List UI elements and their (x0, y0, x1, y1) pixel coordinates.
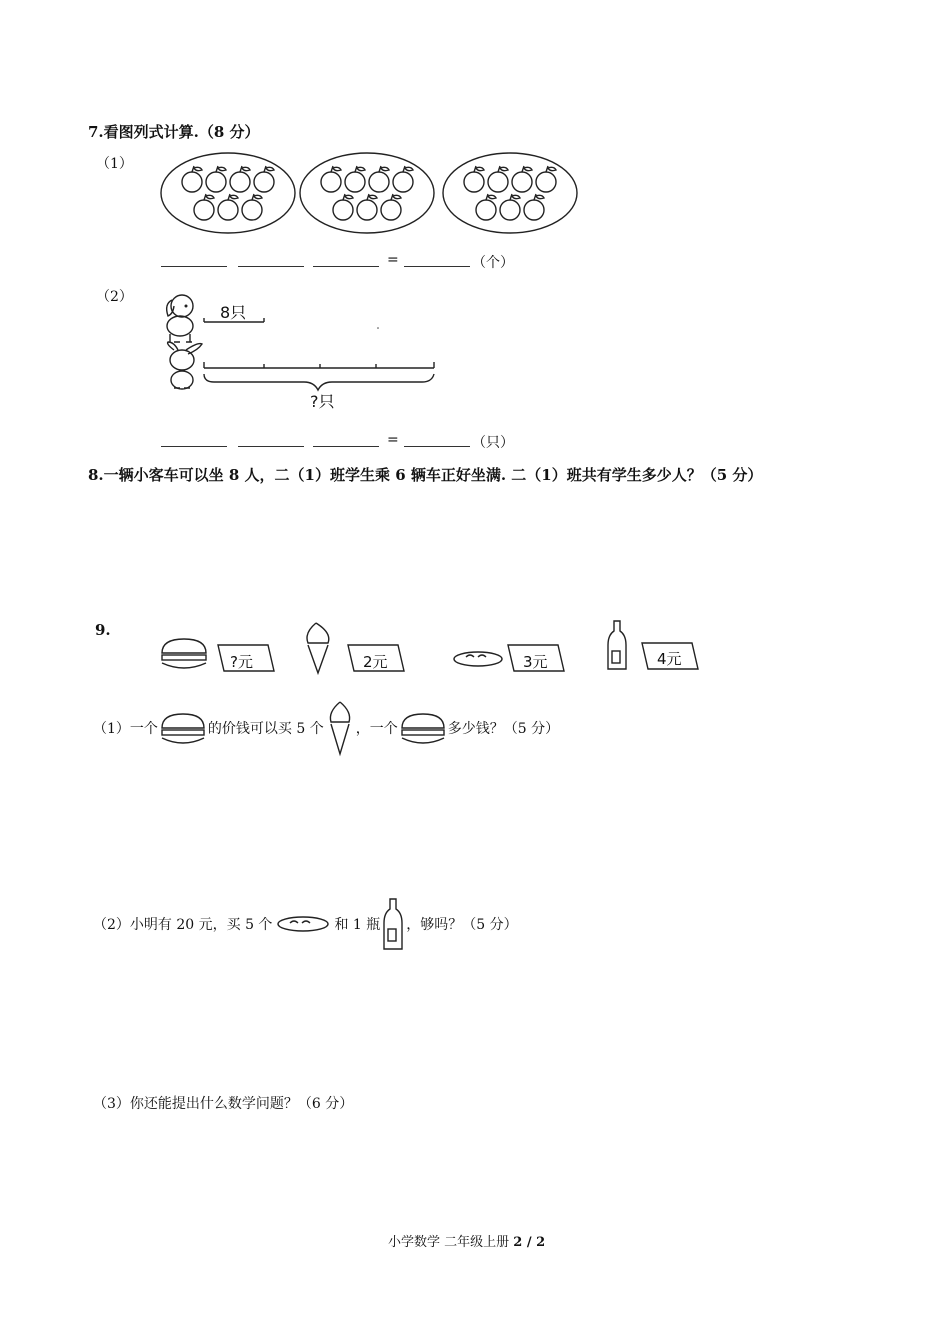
apple-icon (230, 166, 250, 192)
apple-group-oval (161, 153, 295, 233)
apple-group-oval (443, 153, 577, 233)
apple-group-oval (300, 153, 434, 233)
page-number: 2 / 2 (513, 1235, 546, 1250)
apple-icon (194, 194, 214, 220)
equals-sign: = (387, 252, 399, 268)
bread-icon (276, 914, 330, 934)
q7-part1-label: （1） (96, 156, 133, 172)
ice-cream-icon (326, 700, 354, 756)
bread-icon (454, 652, 502, 666)
apple-icon (369, 166, 389, 192)
q9-title: 9. (95, 621, 111, 639)
apple-icon (488, 166, 508, 192)
apple-icon (476, 194, 496, 220)
apple-icon (218, 194, 238, 220)
q9-sub1-text-a: （1）一个 (93, 721, 158, 737)
q9-sub2-text-c: ，够吗？（5 分） (406, 917, 518, 933)
q7-title: 7.看图列式计算.（8 分） (88, 123, 260, 141)
apple-icon (182, 166, 202, 192)
q9-sub2-text-a: （2）小明有 20 元，买 5 个 (93, 917, 273, 933)
apple-icon (464, 166, 484, 192)
apple-icon (524, 194, 544, 220)
equals-sign: = (387, 432, 399, 448)
rabbit-icon (168, 342, 202, 389)
dog-rabbit-diagram (160, 288, 450, 413)
bread-price: 3元 (523, 653, 548, 671)
answer-blank[interactable] (313, 446, 379, 447)
q9-sub1-line (93, 717, 559, 739)
q9-sub2-text-b: 和 1 瓶 (334, 917, 381, 933)
q8-title: 8.一辆小客车可以坐 8 人，二（1）班学生乘 6 辆车正好坐满. 二（1）班共有学生多少人？（5 分） (88, 466, 763, 484)
apple-icon (500, 194, 520, 220)
q7-part2-unit: （只） (472, 435, 514, 451)
answer-blank[interactable] (238, 446, 304, 447)
apple-groups-illustration (160, 150, 590, 240)
page-footer (388, 1231, 545, 1250)
icecream-price: 2元 (363, 653, 388, 671)
answer-blank[interactable] (404, 446, 470, 447)
dog-count-label: 8只 (220, 303, 247, 322)
answer-blank[interactable] (404, 266, 470, 267)
q9-sub1-text-d: 多少钱？（5 分） (447, 721, 560, 737)
q9-sub1-text-c: ，一个 (355, 721, 398, 737)
answer-blank[interactable] (161, 266, 227, 267)
burger-icon (162, 639, 206, 668)
q9-sub2-line (93, 913, 518, 935)
bottle-price: 4元 (657, 650, 682, 668)
apple-icon (206, 166, 226, 192)
apple-icon (536, 166, 556, 192)
burger-price: ?元 (230, 653, 253, 671)
q7-part2-label: （2） (96, 289, 133, 305)
answer-blank[interactable] (238, 266, 304, 267)
apple-icon (345, 166, 365, 192)
dog-icon (167, 295, 193, 342)
apple-icon (254, 166, 274, 192)
rabbit-count-label: ?只 (310, 392, 335, 411)
answer-blank[interactable] (161, 446, 227, 447)
apple-icon (512, 166, 532, 192)
footer-text: 小学数学 二年级上册 (388, 1235, 514, 1250)
bottle-icon (608, 621, 626, 669)
burger-icon (400, 708, 446, 748)
q7-part1-unit: （个） (472, 255, 514, 271)
q9-sub1-text-b: 的价钱可以买 5 个 (207, 721, 324, 737)
apple-icon (381, 194, 401, 220)
q9-sub3-text: （3）你还能提出什么数学问题？（6 分） (93, 1096, 354, 1112)
answer-blank[interactable] (313, 266, 379, 267)
bottle-icon (382, 897, 404, 951)
apple-icon (321, 166, 341, 192)
ice-cream-icon (307, 623, 329, 673)
apple-icon (333, 194, 353, 220)
apple-icon (242, 194, 262, 220)
price-row-illustration (160, 615, 720, 685)
apple-icon (393, 166, 413, 192)
burger-icon (160, 708, 206, 748)
apple-icon (357, 194, 377, 220)
